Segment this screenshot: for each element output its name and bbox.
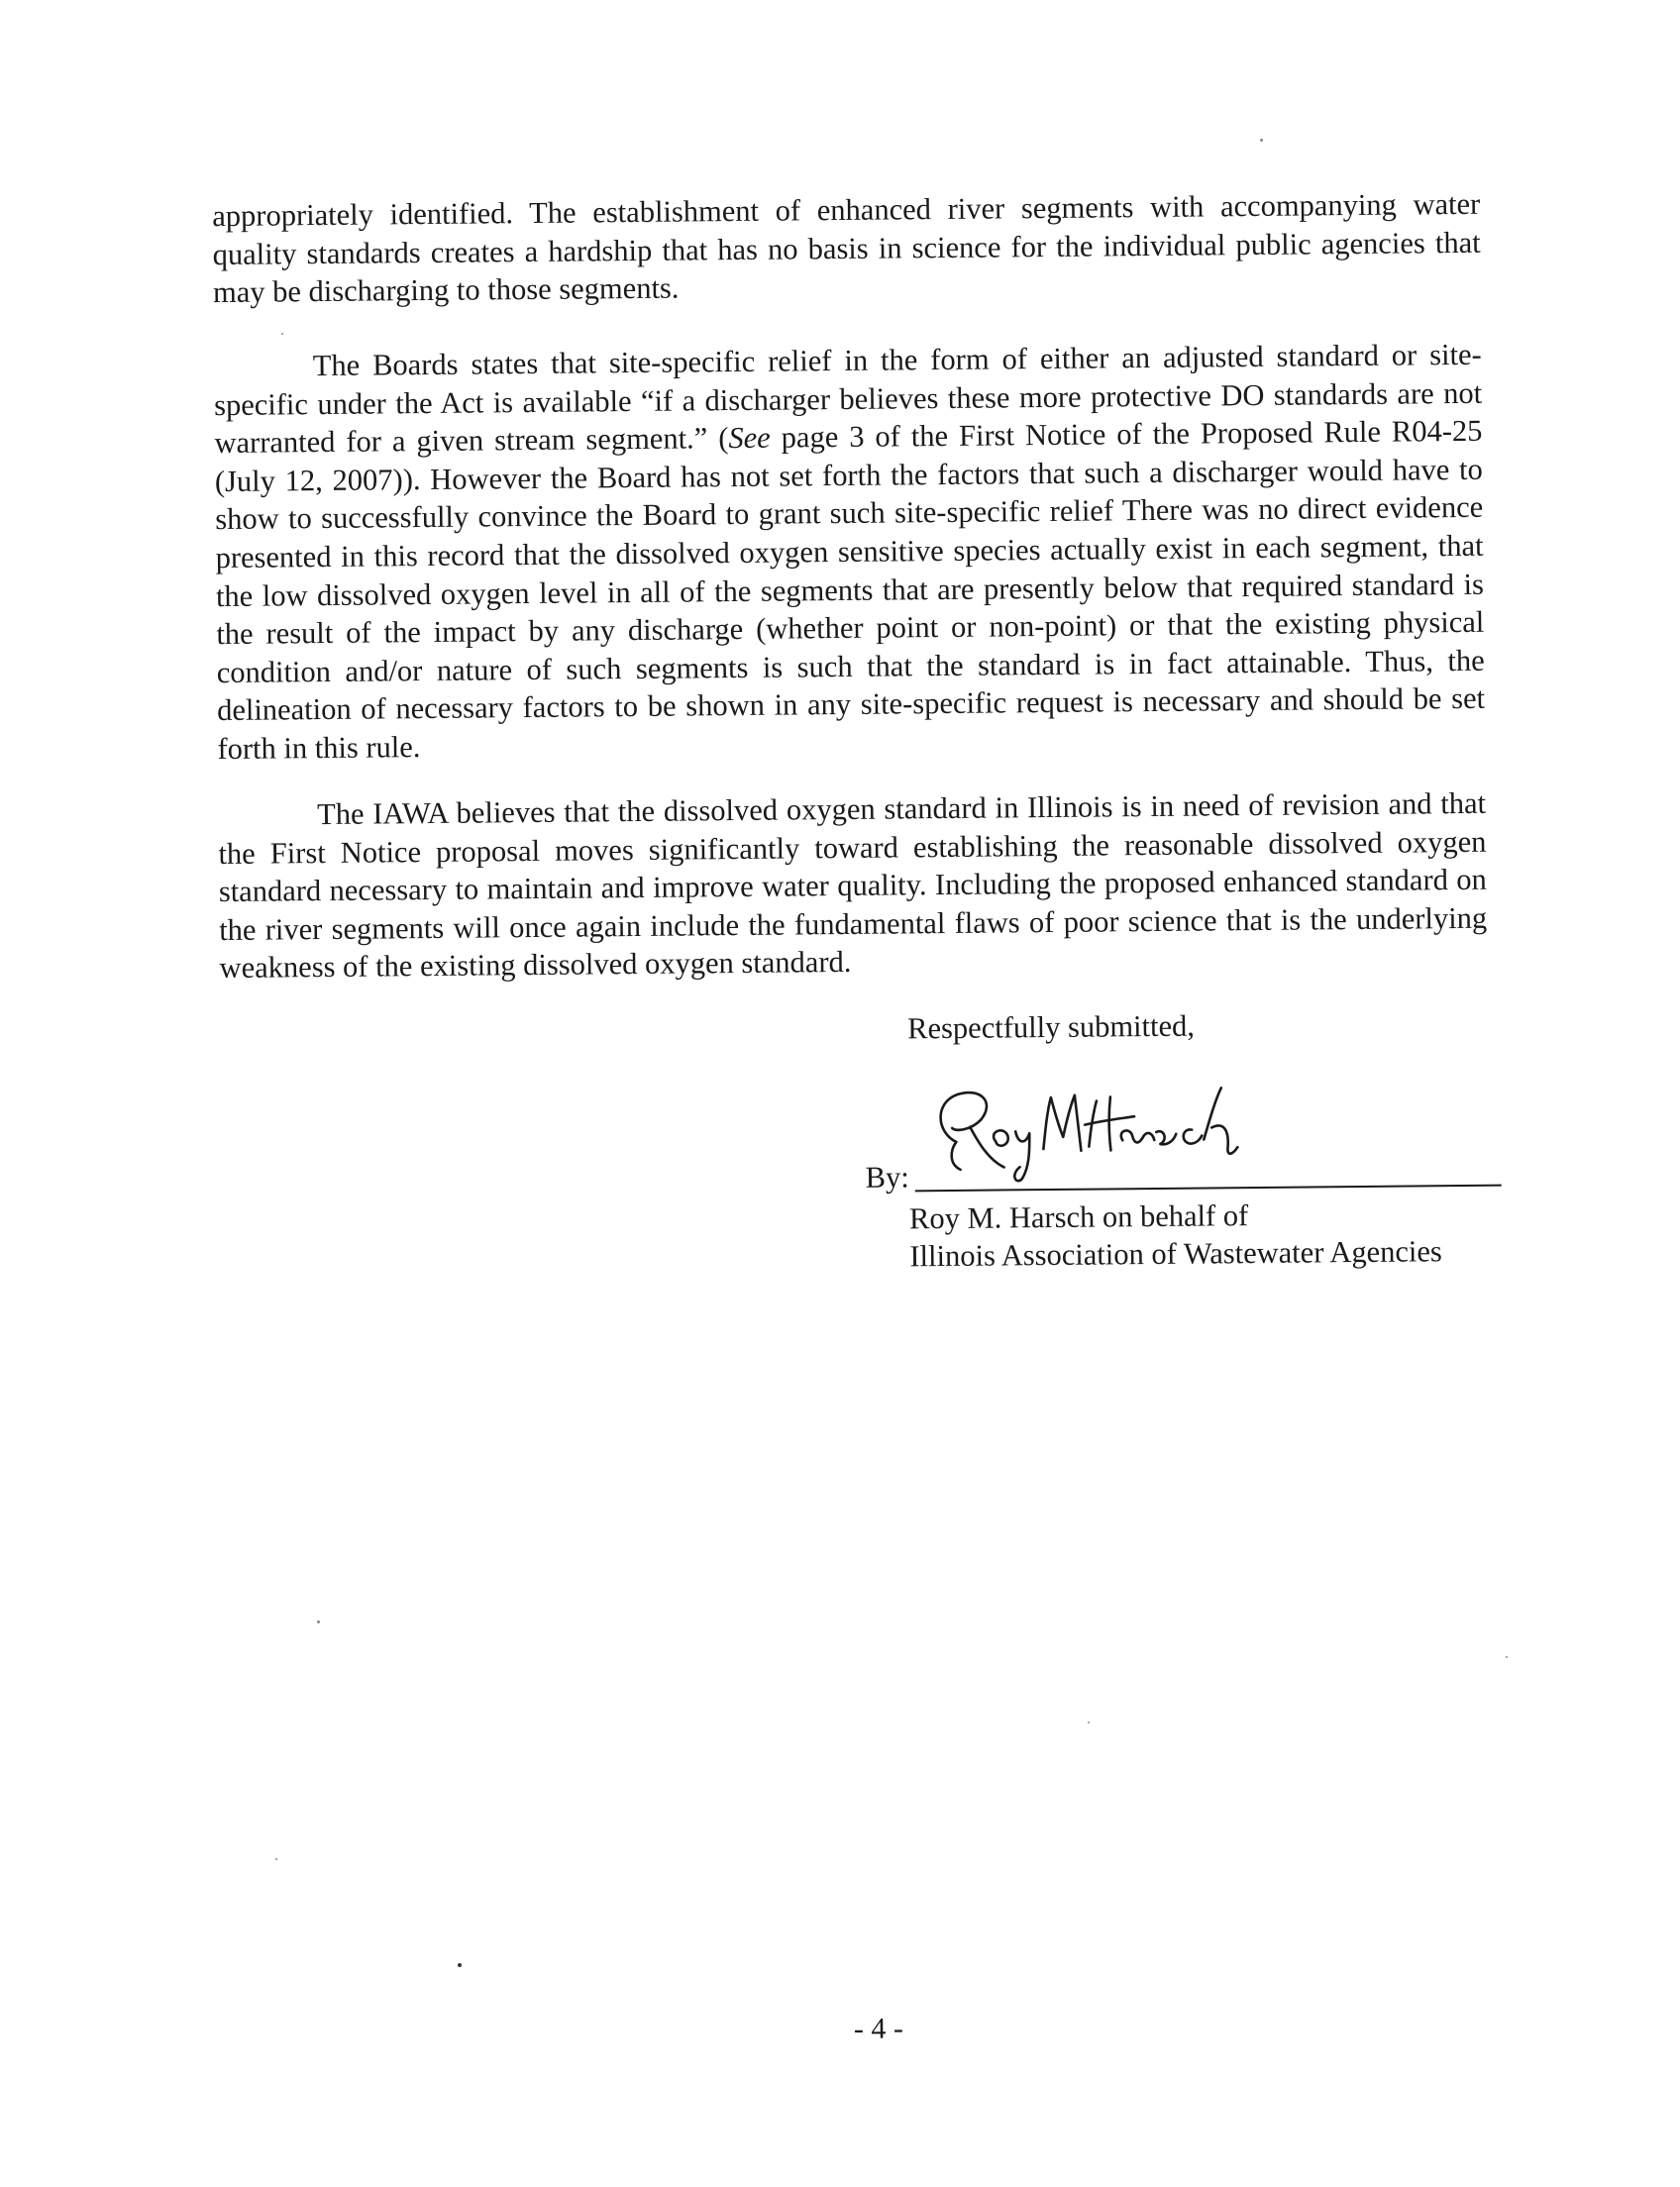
scan-speck [1260, 139, 1263, 142]
relief-text-end: page 3 of the First Notice of the Proposed Rule R04-25 (July 12, 2007)). However the Board has not set forth the factors that such a discharger would have to show to successfully convince the Board to grant such site-specific relief There was no direct evidence presented in this record that the dissolved oxygen sensitive species actually exist in each segment, that the low dissolved oxygen level in all of the segments that are presently below that required standard is the result of the impact by any discharge (whether point or non-point) or that the existing physical condition and/or nature of such segments is such that the standard is in fact attainable. Thus, the delineation of necessary factors to be shown in any site-specific request is necessary and should be set forth in this rule. [214, 413, 1486, 766]
scan-speck [458, 1963, 462, 1967]
page-number: - 4 - [853, 2012, 904, 2045]
scan-speck [281, 333, 283, 335]
signatory-name: Roy M. Harsch on behalf of [908, 1198, 1249, 1236]
handwritten-signature [926, 1070, 1264, 1192]
paragraph-conclusion: The IAWA believes that the dissolved oxygen standard in Illinois is in need of revision and that the First Notice proposal moves significantly toward establishing the reasonable dissolved oxygen standard necessary to maintain and improve water quality. Including the proposed enhanced standard on the river segments will once again include the fundamental flaws of poor science that is the underlying weakness of the existing dissolved oxygen standard. [218, 785, 1488, 986]
closing-salutation: Respectfully submitted, [907, 1008, 1196, 1046]
citation-see: See [728, 420, 771, 456]
scan-speck [275, 1858, 277, 1860]
signature-block [865, 1155, 1499, 1274]
scan-speck [1088, 1721, 1090, 1723]
by-label: By: [865, 1160, 909, 1195]
paragraph-site-specific-relief [214, 336, 1486, 769]
signatory-organization: Illinois Association of Wastewater Agencies [909, 1234, 1442, 1274]
scan-speck [317, 1620, 320, 1623]
paragraph-continuation: appropriately identified. The establishment of enhanced river segments with accompanying water quality standards creates a hardship that has no basis in science for the individual public agencies that may be discharging to those segments. [212, 186, 1481, 310]
signatory-details [909, 1195, 1442, 1275]
scan-speck [1506, 1656, 1508, 1658]
relief-text-start: The Boards states that site-specific relief in the form of either an adjusted standard or site-specific under the Act is available “if a discharger believes these more protective DO standards are not warranted for a given stream segment.” ( [213, 337, 1483, 461]
